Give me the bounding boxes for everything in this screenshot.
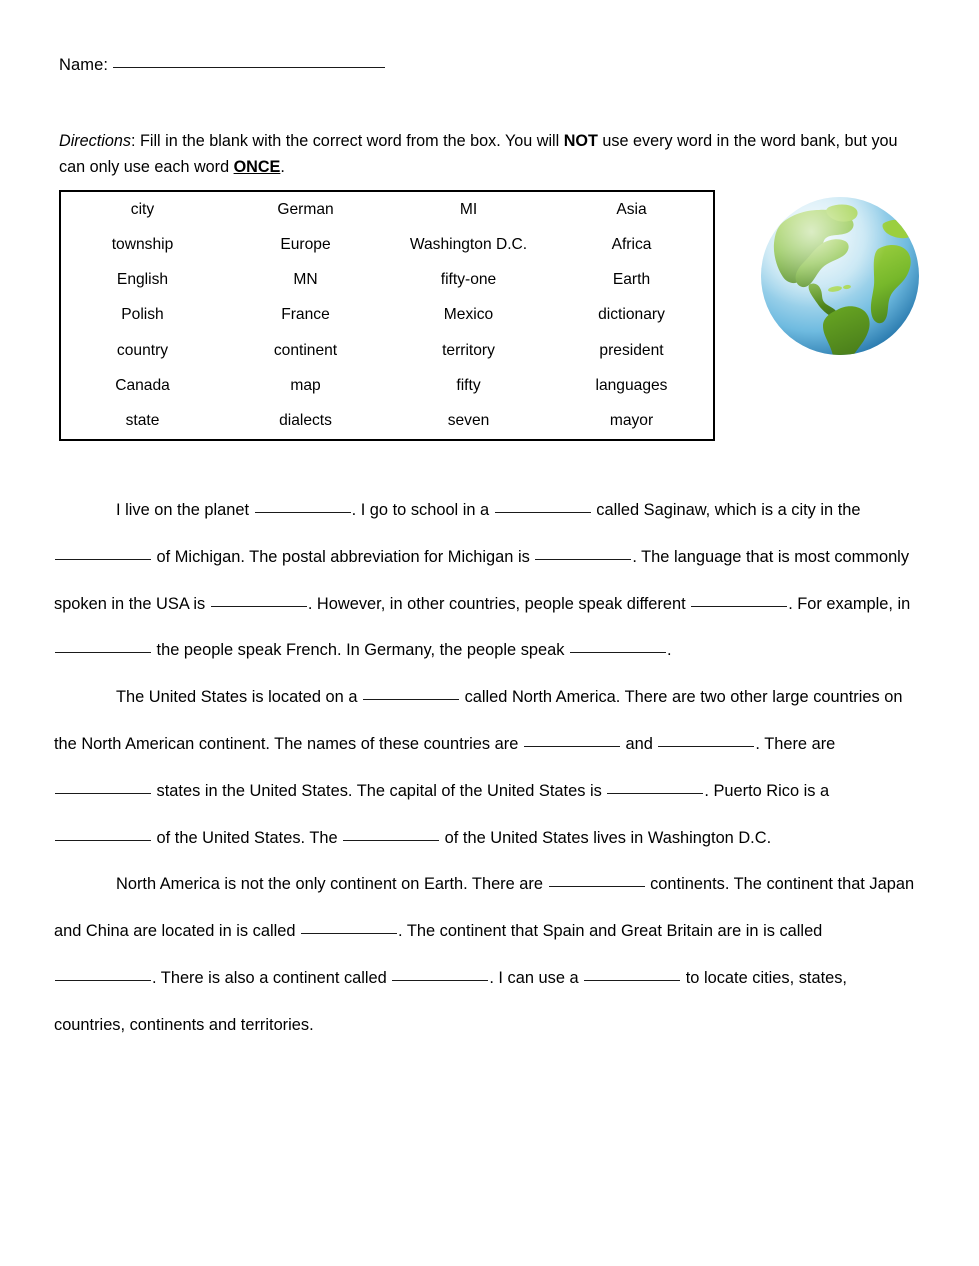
word-bank-word[interactable]: Asia	[616, 200, 647, 218]
word-bank-word[interactable]: state	[125, 412, 160, 430]
word-bank-word[interactable]: Earth	[612, 271, 651, 289]
word-bank-word[interactable]: mayor	[609, 412, 654, 430]
answer-blank[interactable]	[549, 886, 645, 887]
passage-text: . I go to school in a	[351, 501, 494, 519]
word-bank-row	[61, 192, 713, 227]
answer-blank[interactable]	[524, 746, 620, 747]
word-bank-body	[61, 192, 713, 439]
globe-earth-image	[757, 193, 923, 359]
word-bank-word[interactable]: German	[277, 200, 334, 218]
directions-emphasis-once: ONCE	[233, 158, 281, 176]
answer-blank[interactable]	[55, 980, 151, 981]
answer-blank[interactable]	[363, 699, 459, 700]
word-bank-word[interactable]: MI	[459, 200, 478, 218]
word-bank-row	[61, 404, 713, 439]
word-bank-row	[61, 368, 713, 403]
answer-blank[interactable]	[658, 746, 754, 747]
passage-text: and	[620, 734, 658, 753]
answer-blank[interactable]	[495, 512, 591, 513]
word-bank-word[interactable]: map	[290, 377, 321, 395]
answer-blank[interactable]	[55, 840, 151, 841]
word-bank-row	[61, 333, 713, 368]
passage-text: North America is not the only continent on Earth. There are	[116, 875, 548, 894]
passage-text: . I can use a	[489, 968, 584, 987]
word-bank-word[interactable]: seven	[447, 412, 490, 430]
paragraph-3	[54, 861, 922, 1048]
answer-blank[interactable]	[55, 652, 151, 653]
passage-text: called Saginaw, which is a city in the	[591, 501, 861, 519]
passage-text: The United States is located on a	[116, 688, 363, 707]
answer-blank[interactable]	[392, 980, 488, 981]
word-bank-box	[59, 190, 715, 441]
answer-blank[interactable]	[255, 512, 351, 513]
passage-text: I live on the planet	[116, 501, 254, 519]
word-bank-word[interactable]: president	[599, 341, 664, 359]
answer-blank[interactable]	[55, 559, 151, 560]
directions-text	[59, 128, 915, 180]
passage-text: of Michigan. The postal abbreviation for Michigan is	[152, 547, 535, 566]
word-bank-row	[61, 298, 713, 333]
directions-period: .	[280, 158, 285, 176]
passage-text: .	[667, 641, 672, 660]
word-bank-word[interactable]: fifty-one	[440, 271, 497, 289]
directions-emphasis-not: NOT	[563, 132, 598, 150]
passage-text: of the United States. The	[152, 828, 343, 847]
passage-text: . For example, in	[788, 594, 911, 613]
word-bank-word[interactable]: Washington D.C.	[409, 235, 528, 253]
word-bank-word[interactable]: territory	[442, 341, 495, 359]
word-bank-word[interactable]: languages	[595, 377, 668, 395]
globe-svg	[757, 193, 923, 359]
directions-part-1: Fill in the blank with the correct word from the box. You will	[135, 132, 564, 150]
answer-blank[interactable]	[584, 980, 680, 981]
answer-blank[interactable]	[691, 606, 787, 607]
passage-text: . There is also a continent called	[152, 968, 392, 987]
word-bank-word[interactable]: Mexico	[443, 306, 494, 324]
word-bank-word[interactable]: English	[116, 271, 169, 289]
answer-blank[interactable]	[607, 793, 703, 794]
globe-highlight	[761, 197, 919, 355]
passage-text: the people speak French. In Germany, the people speak	[152, 641, 570, 660]
word-bank-table	[61, 192, 713, 439]
answer-blank[interactable]	[211, 606, 307, 607]
directions-part-2: use every word in the word bank, but you can only use each word	[59, 132, 898, 176]
word-bank-word[interactable]: Polish	[121, 306, 164, 324]
fill-in-the-blank-passage	[54, 487, 922, 1049]
word-bank-word[interactable]: MN	[293, 271, 318, 289]
name-field-row	[59, 56, 385, 75]
answer-blank[interactable]	[343, 840, 439, 841]
passage-text: . The language that is most commonly spoken in the USA is	[54, 547, 910, 613]
word-bank-word[interactable]: continent	[273, 341, 338, 359]
word-bank-word[interactable]: France	[281, 306, 330, 324]
passage-text: to locate cities, states, countries, continents and territories.	[54, 968, 847, 1034]
word-bank-word[interactable]: dictionary	[598, 306, 665, 324]
word-bank-word[interactable]: fifty	[456, 377, 481, 395]
answer-blank[interactable]	[55, 793, 151, 794]
word-bank-word[interactable]: Canada	[115, 377, 170, 395]
word-bank-word[interactable]: Europe	[280, 235, 331, 253]
passage-text: . However, in other countries, people speak different	[307, 594, 691, 613]
word-bank-word[interactable]: city	[130, 200, 155, 218]
passage-text: . Puerto Rico is a	[704, 781, 830, 800]
word-bank-word[interactable]: Africa	[611, 235, 652, 253]
directions-colon: :	[130, 132, 136, 150]
passage-text: called North America. There are two other large countries on the North American continent. The names of these countries are	[54, 688, 903, 753]
answer-blank[interactable]	[535, 559, 631, 560]
name-write-in-line[interactable]	[113, 67, 385, 68]
paragraph-1	[54, 487, 922, 674]
passage-text: . There are	[755, 734, 836, 753]
passage-text: continents. The continent that Japan and China are located in is called	[54, 875, 915, 941]
word-bank-row	[61, 263, 713, 298]
answer-blank[interactable]	[570, 652, 666, 653]
word-bank-word[interactable]: dialects	[279, 412, 332, 430]
passage-text: . The continent that Spain and Great Britain are in is called	[398, 922, 823, 941]
word-bank-row	[61, 227, 713, 262]
paragraph-2	[54, 674, 922, 861]
directions-label: Directions	[59, 132, 131, 150]
passage-text: of the United States lives in Washington D.C.	[440, 828, 772, 847]
name-label: Name:	[59, 56, 109, 74]
word-bank-word[interactable]: township	[111, 235, 174, 253]
answer-blank[interactable]	[301, 933, 397, 934]
word-bank-word[interactable]: country	[116, 341, 169, 359]
passage-text: states in the United States. The capital of the United States is	[152, 781, 607, 800]
